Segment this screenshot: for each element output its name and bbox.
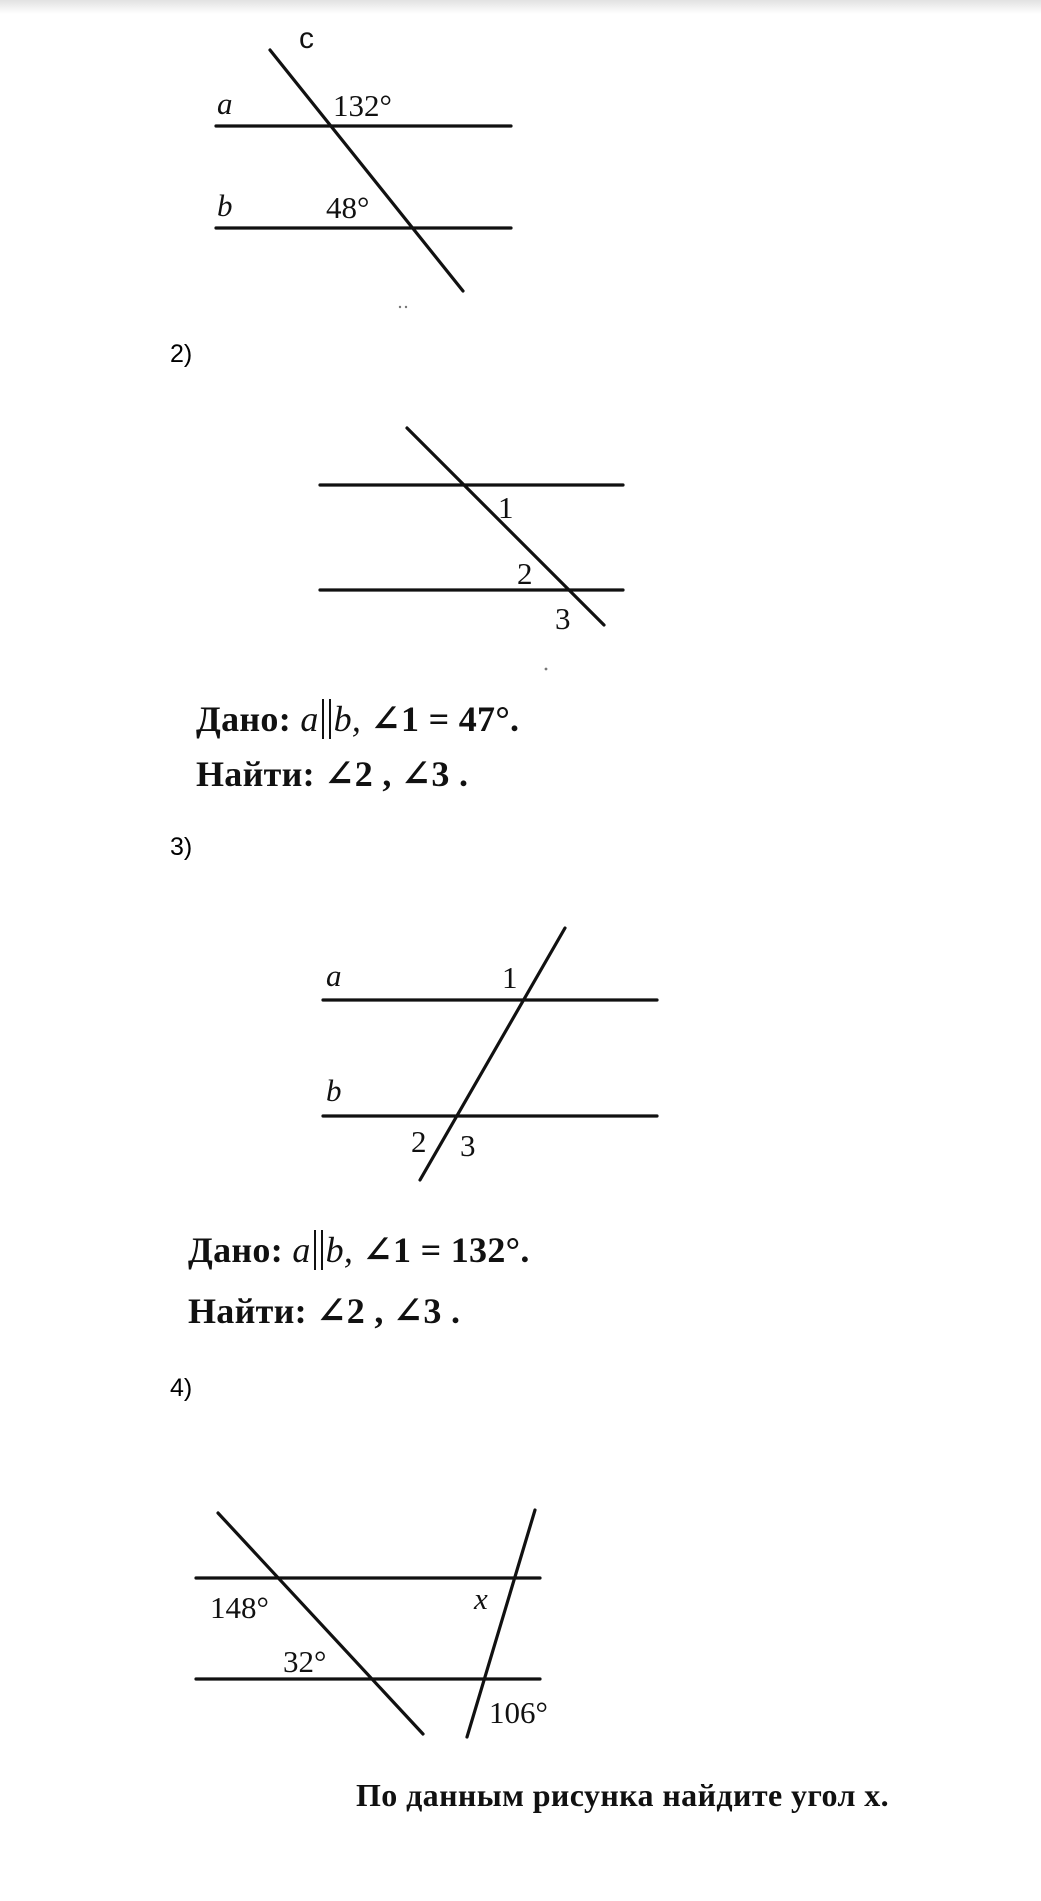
fig3-label-b: b [326,1073,342,1108]
fig4-angle-106: 106° [489,1695,548,1730]
fig3-angle-3-label: 3 [460,1128,476,1163]
fig2-angle-1-label: 1 [498,490,514,525]
parallel-sign [322,699,331,739]
given-prefix: Дано: [196,699,291,739]
problem-3-find: Найти: ∠2 , ∠3 . [188,1291,461,1331]
given-angle: ∠1 = 132°. [362,1230,530,1270]
problem-3-number: 3) [170,833,193,861]
fig3-angle-2-label: 2 [411,1124,427,1159]
given-b: b, [333,699,362,739]
fig1-label-a: a [217,86,233,121]
parallel-sign [314,1230,323,1270]
problem-3-given [188,1230,530,1270]
fig1-label-b: b [217,188,233,223]
given-angle: ∠1 = 47°. [370,699,520,739]
fig4-angle-x: x [474,1581,488,1616]
given-b: b, [325,1230,354,1270]
problem-4-task: По данным рисунка найдите угол x. [356,1777,890,1813]
fig2-angle-3-label: 3 [555,601,571,636]
problem-2-number: 2) [170,340,193,368]
fig1-label-c: c [299,22,314,55]
fig2-angle-2-label: 2 [517,556,533,591]
fig3-label-a: a [326,958,342,993]
problem-4-number: 4) [170,1374,193,1402]
fig1-angle-48: 48° [326,190,370,225]
problem-2-find: Найти: ∠2 , ∠3 . [196,754,469,794]
given-prefix: Дано: [188,1230,283,1270]
fig3-angle-1-label: 1 [502,960,518,995]
fig4-angle-148: 148° [210,1590,269,1625]
given-a: a [292,1230,311,1270]
fig1-angle-132: 132° [333,88,392,123]
fig3-transversal [420,928,565,1180]
problem-2-given [196,699,519,739]
fig1-transversal-c [270,50,463,291]
fig4-angle-32: 32° [283,1644,327,1679]
given-a: a [300,699,319,739]
fig2-transversal [407,428,604,625]
